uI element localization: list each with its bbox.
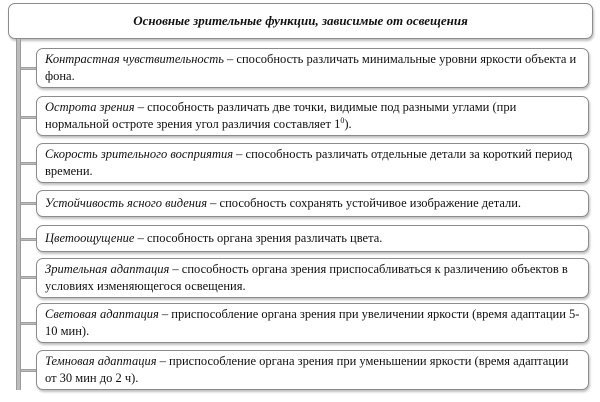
connector-arm: [21, 202, 36, 205]
function-description: Контрастная чувствительность – способность различать минимальные уровни яркости объекта и фона.: [45, 52, 577, 83]
function-box-dark-adaptation: [36, 350, 589, 390]
function-term: Зрительная адаптация: [45, 262, 170, 276]
function-text: приспособление органа зрения при увеличении яркости (время адаптации 5-10 мин).: [45, 307, 580, 338]
function-term: Устойчивость ясного видения: [45, 196, 208, 210]
connector-arm: [21, 162, 36, 165]
function-text: способность различать отдельные детали за короткий период времени.: [45, 147, 573, 178]
function-term: Контрастная чувствительность: [45, 52, 224, 66]
connector-arm: [21, 369, 36, 372]
connector-arm: [21, 276, 36, 279]
connector-arm: [21, 238, 36, 241]
function-description: Зрительная адаптация – способность органа зрения приспосабливаться к различению объектов в условиях изменяющегося освещения.: [45, 262, 568, 293]
function-description: Световая адаптация – приспособление органа зрения при увеличении яркости (время адаптации 5-10 мин).: [45, 307, 580, 338]
function-term: Цветоощущение: [45, 231, 135, 245]
connector-arm: [21, 322, 36, 325]
function-text: приспособление органа зрения при уменьшении яркости (время адаптации от 30 мин до 2 ч).: [45, 354, 569, 385]
function-term: Острота зрения: [45, 100, 135, 114]
diagram-title: Основные зрительные функции, зависимые от освещения: [133, 13, 468, 28]
function-text: способность сохранять устойчивое изображение детали.: [219, 196, 522, 210]
function-box-adaptation: [36, 258, 589, 298]
function-term: Темновая адаптация: [45, 354, 157, 368]
function-text: способность органа зрения различать цвета.: [146, 231, 383, 245]
function-box-color: [36, 225, 589, 252]
function-term: Световая адаптация: [45, 307, 159, 321]
function-box-acuity: [36, 96, 589, 136]
connector-spine: [16, 39, 21, 390]
degree-superscript: 0: [340, 115, 345, 125]
function-description: Острота зрения – способность различать две точки, видимые под разными углами (при нормальной остроте зрения угол различия составляет $1^0$).: [45, 100, 517, 131]
function-box-stability: [36, 190, 589, 217]
function-description: Цветоощущение – способность органа зрения различать цвета.: [45, 231, 383, 245]
connector-arm: [21, 116, 36, 119]
function-text: способность различать минимальные уровни яркости объекта и фона.: [45, 52, 577, 83]
function-text: способность органа зрения приспосабливаться к различению объектов в условиях изменяющегося освещения.: [45, 262, 568, 293]
function-description: Скорость зрительного восприятия – способность различать отдельные детали за короткий период времени.: [45, 147, 573, 178]
diagram-header: [8, 3, 593, 39]
function-term: Скорость зрительного восприятия: [45, 147, 234, 161]
function-box-light-adaptation: [36, 303, 589, 343]
function-text: способность различать две точки, видимые под разными углами (при нормальной остроте зрения угол различия составляет 1: [45, 100, 517, 131]
function-description: Устойчивость ясного видения – способность сохранять устойчивое изображение детали.: [45, 196, 522, 210]
connector-arm: [21, 67, 36, 70]
function-description: Темновая адаптация – приспособление органа зрения при уменьшении яркости (время адаптации от 30 мин до 2 ч).: [45, 354, 569, 385]
function-box-contrast: [36, 48, 589, 88]
function-box-speed: [36, 143, 589, 183]
